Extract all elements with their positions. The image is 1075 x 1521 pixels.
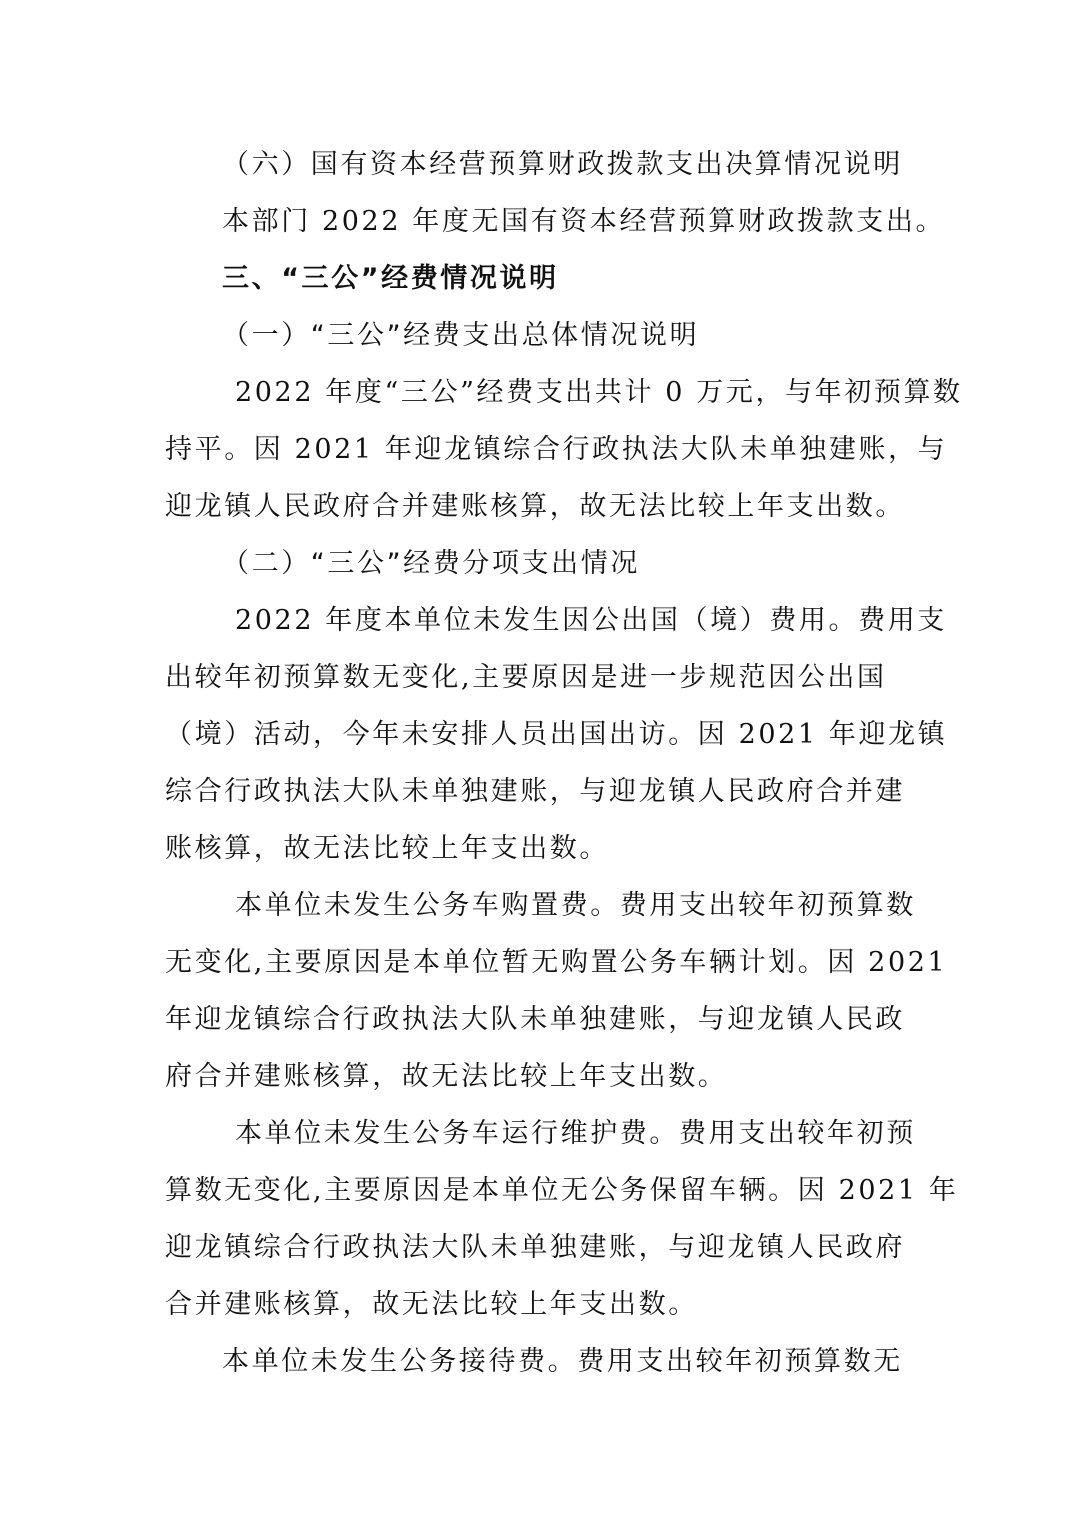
subsection-1-heading: （一）“三公”经费支出总体情况说明 (222, 320, 700, 351)
paragraph-line: 府合并建账核算，故无法比较上年支出数。 (165, 1061, 728, 1092)
paragraph-line: 本单位未发生公务接待费。费用支出较年初预算数无 (222, 1346, 903, 1377)
subsection-2-heading: （二）“三公”经费分项支出情况 (222, 548, 640, 579)
paragraph-line: 迎龙镇人民政府合并建账核算，故无法比较上年支出数。 (165, 491, 905, 522)
paragraph-line: 迎龙镇综合行政执法大队未单独建账，与迎龙镇人民政府 (165, 1232, 905, 1263)
paragraph-line: （境）活动，今年未安排人员出国出访。因 2021 年迎龙镇 (165, 719, 948, 750)
paragraph-line: 综合行政执法大队未单独建账，与迎龙镇人民政府合并建 (165, 776, 905, 807)
paragraph-line: 账核算，故无法比较上年支出数。 (165, 833, 609, 864)
paragraph-line: 2022 年度本单位未发生因公出国（境）费用。费用支 (235, 605, 947, 636)
paragraph-line: 持平。因 2021 年迎龙镇综合行政执法大队未单独建账，与 (165, 434, 948, 465)
paragraph-line: 无变化,主要原因是本单位暂无购置公务车辆计划。因 2021 (165, 947, 948, 978)
paragraph-vehicle-purchase (165, 877, 948, 1105)
section-6-heading: （六）国有资本经营预算财政拨款支出决算情况说明 (222, 149, 903, 180)
paragraph-line: 出较年初预算数无变化,主要原因是进一步规范因公出国 (165, 662, 887, 693)
section-6-text: 本部门 2022 年度无国有资本经营预算财政拨款支出。 (222, 206, 946, 237)
paragraph-vehicle-maintenance (165, 1105, 959, 1333)
paragraph-line: 年迎龙镇综合行政执法大队未单独建账，与迎龙镇人民政 (165, 1004, 905, 1035)
paragraph-line: 合并建账核算，故无法比较上年支出数。 (165, 1289, 698, 1320)
paragraph-line: 本单位未发生公务车运行维护费。费用支出较年初预 (235, 1118, 916, 1149)
paragraph-total-expense (165, 364, 963, 535)
paragraph-line: 算数无变化,主要原因是本单位无公务保留车辆。因 2021 年 (165, 1175, 959, 1206)
paragraph-reception-expense (165, 1333, 915, 1390)
paragraph-overseas-travel (165, 592, 948, 877)
paragraph-line: 2022 年度“三公”经费支出共计 0 万元，与年初预算数 (235, 377, 963, 408)
section-3-heading: 三、“三公”经费情况说明 (222, 263, 559, 294)
paragraph-line: 本单位未发生公务车购置费。费用支出较年初预算数 (235, 890, 916, 921)
document-body (165, 136, 963, 1390)
